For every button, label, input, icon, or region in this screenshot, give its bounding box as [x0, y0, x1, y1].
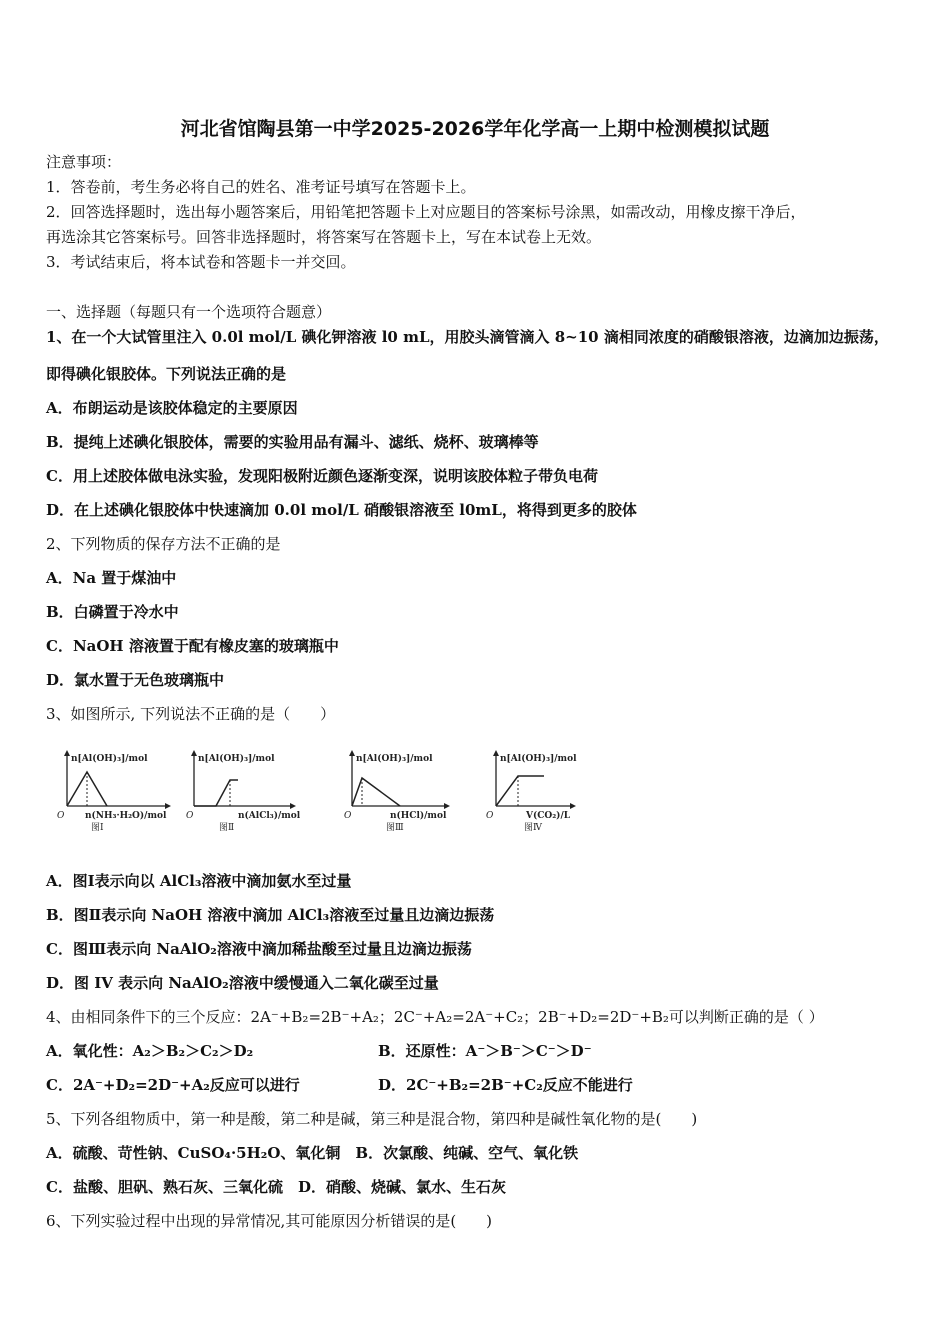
q3-option-a: A．图Ⅰ表示向以 AlCl₃溶液中滴加氨水至过量: [46, 872, 352, 890]
fig3-ylabel: n[Al(OH)₃]/mol: [356, 754, 433, 764]
q4-option-d: D．2C⁻+B₂=2B⁻+C₂反应不能进行: [378, 1076, 633, 1094]
q4-option-b: B．还原性：A⁻＞B⁻＞C⁻＞D⁻: [378, 1042, 592, 1060]
figure-2: [186, 748, 311, 838]
q4-option-a: A．氧化性：A₂＞B₂＞C₂＞D₂: [46, 1042, 254, 1060]
fig2-origin: O: [186, 811, 194, 821]
fig1-origin: O: [57, 811, 65, 821]
fig2-xlabel: n(AlCl₃)/mol: [238, 811, 301, 821]
fig3-caption: 图Ⅲ: [386, 823, 404, 833]
figure-1: [55, 748, 180, 838]
q4-stem: 4、由相同条件下的三个反应：2A⁻+B₂=2B⁻+A₂；2C⁻+A₂=2A⁻+C₂；2B⁻+D₂=2D⁻+B₂可以判断正确的是（ ）: [46, 1008, 824, 1026]
q5-options-ab: A．硫酸、苛性钠、CuSO₄·5H₂O、氧化铜 B．次氯酸、纯碱、空气、氧化铁: [46, 1144, 579, 1162]
q2-option-d: D．氯水置于无色玻璃瓶中: [46, 671, 225, 689]
q4-option-c: C．2A⁻+D₂=2D⁻+A₂反应可以进行: [46, 1076, 300, 1094]
figure-4: [486, 748, 611, 838]
page-title: 河北省馆陶县第一中学2025-2026学年化学高一上期中检测模拟试题: [180, 118, 770, 140]
q1-option-b: B．提纯上述碘化银胶体，需要的实验用品有漏斗、滤纸、烧杯、玻璃棒等: [46, 433, 539, 451]
figure-3: [344, 748, 469, 838]
q2-option-c: C．NaOH 溶液置于配有橡皮塞的玻璃瓶中: [46, 637, 339, 655]
q1-option-d: D．在上述碘化银胶体中快速滴加 0.0l mol/L 硝酸银溶液至 l0mL，将得到更多的胶体: [46, 501, 637, 519]
q5-options-cd: C．盐酸、胆矾、熟石灰、三氧化硫 D．硝酸、烧碱、氯水、生石灰: [46, 1178, 506, 1196]
notice-item-1: 1．答卷前，考生务必将自己的姓名、准考证号填写在答题卡上。: [46, 178, 476, 196]
fig1-ylabel: n[Al(OH)₃]/mol: [71, 754, 148, 764]
q3-option-d: D．图 IV 表示向 NaAlO₂溶液中缓慢通入二氧化碳至过量: [46, 974, 439, 992]
q1-stem-a: 1、在一个大试管里注入 0.0l mol/L 碘化钾溶液 l0 mL，用胶头滴管滴入 8~10 滴相同浓度的硝酸银溶液，边滴加边振荡，: [46, 328, 889, 346]
notice-heading: 注意事项：: [46, 153, 122, 171]
q1-option-c: C．用上述胶体做电泳实验，发现阳极附近颜色逐渐变深，说明该胶体粒子带负电荷: [46, 467, 598, 485]
fig3-xlabel: n(HCl)/mol: [390, 811, 447, 821]
q3-stem: 3、如图所示, 下列说法不正确的是（ ）: [46, 705, 336, 723]
fig4-caption: 图Ⅳ: [524, 823, 542, 833]
notice-item-2a: 2．回答选择题时，选出每小题答案后，用铅笔把答题卡上对应题目的答案标号涂黑，如需改动，用橡皮擦干净后，: [46, 203, 806, 221]
q3-option-b: B．图Ⅱ表示向 NaOH 溶液中滴加 AlCl₃溶液至过量且边滴边振荡: [46, 906, 495, 924]
fig2-ylabel: n[Al(OH)₃]/mol: [198, 754, 275, 764]
q5-stem: 5、下列各组物质中，第一种是酸，第二种是碱，第三种是混合物，第四种是碱性氧化物的是( ): [46, 1110, 698, 1128]
fig3-origin: O: [344, 811, 352, 821]
fig1-xlabel: n(NH₃·H₂O)/mol: [85, 811, 167, 821]
q1-option-a: A．布朗运动是该胶体稳定的主要原因: [46, 399, 298, 417]
q3-option-c: C．图Ⅲ表示向 NaAlO₂溶液中滴加稀盐酸至过量且边滴边振荡: [46, 940, 472, 958]
fig4-origin: O: [486, 811, 494, 821]
fig4-xlabel: V(CO₂)/L: [526, 811, 571, 821]
q2-option-b: B．白磷置于冷水中: [46, 603, 179, 621]
fig4-ylabel: n[Al(OH)₃]/mol: [500, 754, 577, 764]
q1-stem-b: 即得碘化银胶体。下列说法正确的是: [46, 365, 287, 383]
q6-stem: 6、下列实验过程中出现的异常情况,其可能原因分析错误的是( ): [46, 1212, 493, 1230]
fig2-caption: 图Ⅱ: [219, 823, 235, 833]
notice-item-2b: 再选涂其它答案标号。回答非选择题时，将答案写在答题卡上，写在本试卷上无效。: [46, 228, 602, 246]
section-heading: 一、选择题（每题只有一个选项符合题意）: [46, 303, 332, 321]
q2-stem: 2、下列物质的保存方法不正确的是: [46, 535, 281, 553]
q2-option-a: A．Na 置于煤油中: [46, 569, 177, 587]
fig1-caption: 图Ⅰ: [91, 823, 104, 833]
notice-item-3: 3．考试结束后，将本试卷和答题卡一并交回。: [46, 253, 356, 271]
